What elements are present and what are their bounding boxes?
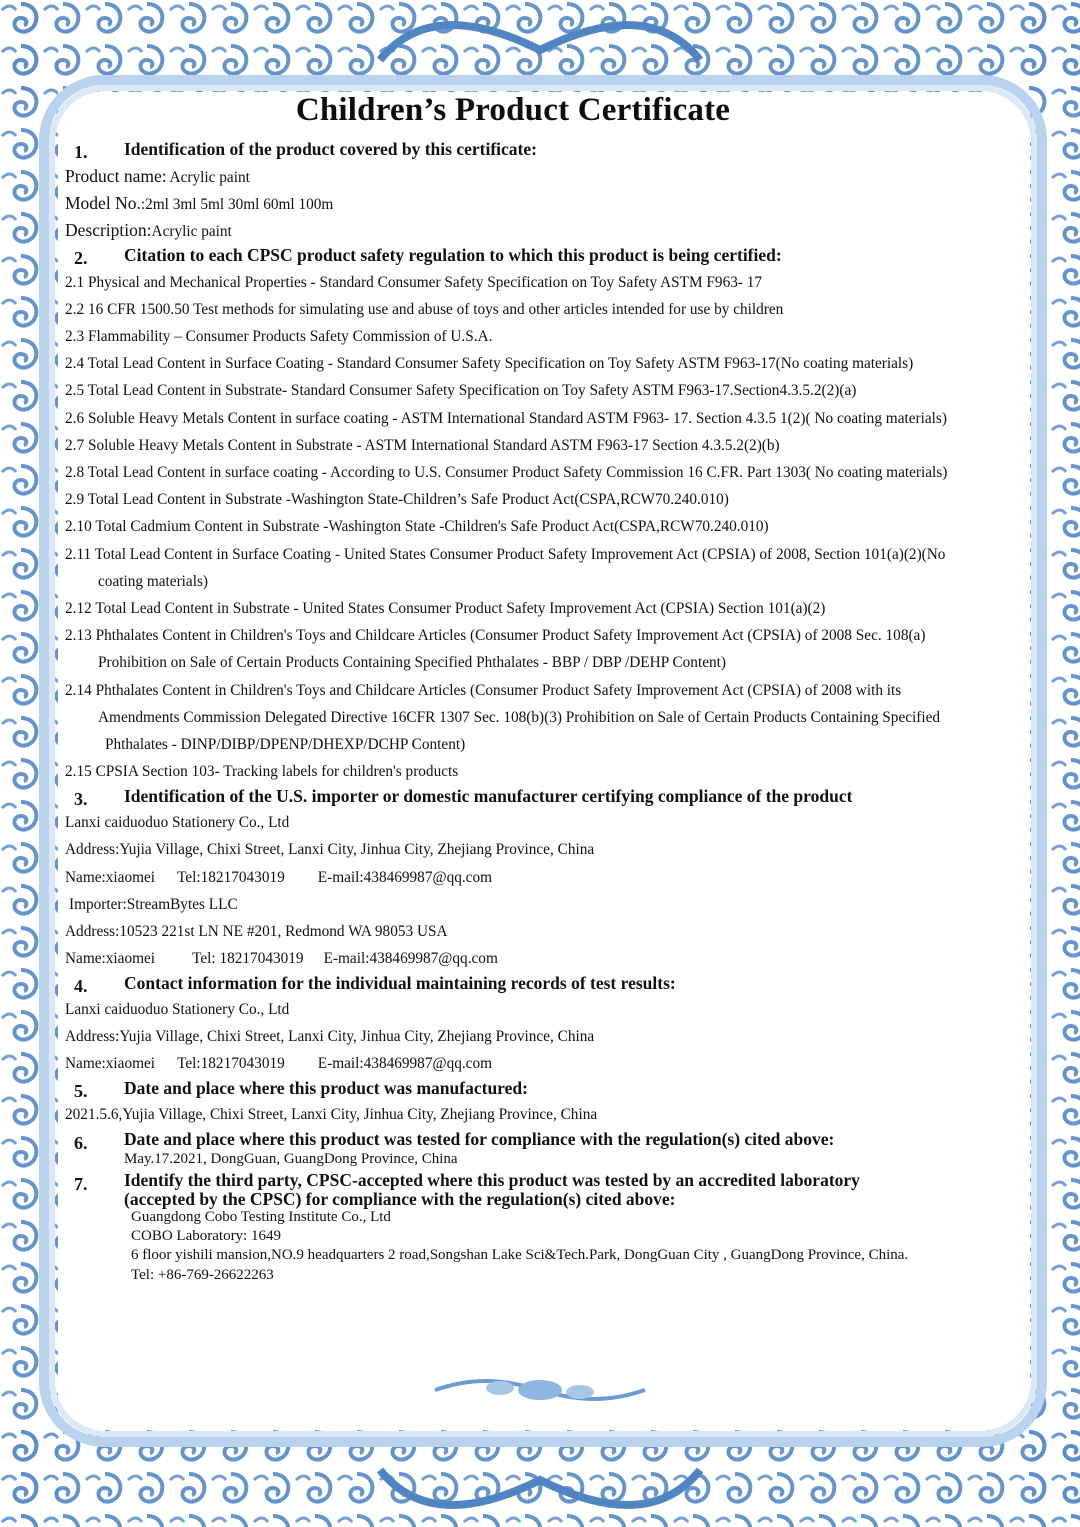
manufacture-date-place: 2021.5.6,Yujia Village, Chixi Street, Lanxi City, Jinhua City, Zhejiang Province, China <box>65 1106 598 1123</box>
importer-address: Address:10523 221st LN NE #201, Redmond WA 98053 USA <box>65 923 448 940</box>
model-number-line <box>65 193 333 214</box>
regulation-item: 2.3 Flammability – Consumer Products Safety Commission of U.S.A. <box>65 328 493 345</box>
section-3-number: 3. <box>74 789 88 809</box>
regulation-item: 2.4 Total Lead Content in Surface Coating - Standard Consumer Safety Specification on Toy Safety ASTM F963-17(No coating materials) <box>65 355 914 372</box>
contact-name: Name:xiaomei <box>65 950 156 967</box>
contact-name: Name:xiaomei <box>65 869 156 886</box>
product-name-label: Product name: <box>65 166 167 186</box>
section-7-heading-line-1: Identify the third party, CPSC-accepted where this product was tested by an accredited laboratory <box>124 1170 860 1190</box>
section-6-heading: Date and place where this product was tested for compliance with the regulation(s) cited above: <box>124 1129 835 1149</box>
records-contact <box>65 1055 492 1073</box>
regulation-item: 2.2 16 CFR 1500.50 Test methods for simulating use and abuse of toys and other articles intended for use by children <box>65 301 784 318</box>
regulation-item: 2.11 Total Lead Content in Surface Coating - United States Consumer Product Safety Improvement Act (CPSIA) of 2008, Section 101(a)(2)(No <box>65 546 946 563</box>
section-6-number: 6. <box>74 1133 88 1153</box>
model-number-value: :2ml 3ml 5ml 30ml 60ml 100m <box>140 196 334 213</box>
regulation-item: 2.8 Total Lead Content in surface coating - According to U.S. Consumer Product Safety Commission 16 C.FR. Part 1303( No coating materials) <box>65 464 948 481</box>
regulation-item-continued: Phthalates - DINP/DIBP/DPENP/DHEXP/DCHP Content) <box>105 736 466 753</box>
lab-id: COBO Laboratory: 1649 <box>131 1228 281 1244</box>
contact-tel: Tel: 18217043019 <box>192 950 304 967</box>
contact-email: E-mail:438469987@qq.com <box>323 950 498 967</box>
test-date-place: May.17.2021, DongGuan, GuangDong Province, China <box>124 1151 458 1167</box>
regulation-item: 2.1 Physical and Mechanical Properties - Standard Consumer Safety Specification on Toy Safety ASTM F963- 17 <box>65 274 763 291</box>
contact-email: E-mail:438469987@qq.com <box>317 1055 493 1072</box>
manufacturer-address: Address:Yujia Village, Chixi Street, Lanxi City, Jinhua City, Zhejiang Province, China <box>65 841 595 858</box>
manufacturer-company: Lanxi caiduoduo Stationery Co., Ltd <box>65 814 290 831</box>
regulation-item: 2.5 Total Lead Content in Substrate- Standard Consumer Safety Specification on Toy Safety ASTM F963-17.Section4.3.5.2(2)(a) <box>65 382 857 399</box>
description-label: Description: <box>65 220 152 240</box>
importer-name: Importer:StreamBytes LLC <box>69 896 238 913</box>
regulation-item: 2.7 Soluble Heavy Metals Content in Substrate - ASTM International Standard ASTM F963-17 Section 4.3.5.2(2)(b) <box>65 437 780 454</box>
regulation-item: 2.14 Phthalates Content in Children's Toys and Childcare Articles (Consumer Product Safety Improvement Act (CPSIA) of 2008 with its <box>65 682 902 699</box>
model-number-label: Model No. <box>65 193 141 213</box>
lab-tel: Tel: +86-769-26622263 <box>131 1267 274 1283</box>
regulation-item: 2.13 Phthalates Content in Children's Toys and Childcare Articles (Consumer Product Safety Improvement Act (CPSIA) of 2008 Sec. 108(a) <box>65 627 926 644</box>
description-value: Acrylic paint <box>151 223 232 240</box>
section-5-number: 5. <box>74 1081 88 1101</box>
regulation-item-continued: coating materials) <box>98 573 209 590</box>
importer-contact <box>65 950 498 968</box>
contact-name: Name:xiaomei <box>65 1055 156 1072</box>
section-7-number: 7. <box>74 1174 88 1194</box>
contact-email: E-mail:438469987@qq.com <box>317 869 493 886</box>
product-name-value: Acrylic paint <box>166 169 250 186</box>
section-2-number: 2. <box>74 248 88 268</box>
section-4-heading: Contact information for the individual maintaining records of test results: <box>124 973 676 993</box>
section-5-heading: Date and place where this product was manufactured: <box>124 1078 528 1098</box>
section-1-heading: Identification of the product covered by this certificate: <box>124 139 537 159</box>
lab-name: Guangdong Cobo Testing Institute Co., Ltd <box>131 1209 391 1225</box>
regulation-item: 2.15 CPSIA Section 103- Tracking labels for children's products <box>65 763 459 780</box>
section-2-heading: Citation to each CPSC product safety regulation to which this product is being certified: <box>124 245 782 265</box>
section-4-number: 4. <box>74 976 88 996</box>
regulation-item-continued: Prohibition on Sale of Certain Products Containing Specified Phthalates - BBP / DBP /DEHP Content) <box>98 654 726 671</box>
regulation-item-continued: Amendments Commission Delegated Directive 16CFR 1307 Sec. 108(b)(3) Prohibition on Sale of Certain Products Containing Specified <box>98 709 941 726</box>
manufacturer-contact <box>65 869 492 887</box>
section-7-heading-line-2: (accepted by the CPSC) for compliance with the regulation(s) cited above: <box>124 1189 676 1209</box>
contact-tel: Tel:18217043019 <box>177 1055 285 1072</box>
records-company: Lanxi caiduoduo Stationery Co., Ltd <box>65 1001 290 1018</box>
regulation-item: 2.9 Total Lead Content in Substrate -Washington State-Children’s Safe Product Act(CSPA,RCW70.240.010) <box>65 491 729 508</box>
description-line <box>65 220 232 241</box>
lab-address: 6 floor yishili mansion,NO.9 headquarters 2 road,Songshan Lake Sci&Tech.Park, DongGuan City , GuangDong Province, China. <box>131 1247 909 1263</box>
section-1-number: 1. <box>74 142 88 162</box>
regulation-item: 2.6 Soluble Heavy Metals Content in surface coating - ASTM International Standard ASTM F963- 17. Section 4.3.5 1(2)( No coating materials) <box>65 410 947 427</box>
records-address: Address:Yujia Village, Chixi Street, Lanxi City, Jinhua City, Zhejiang Province, China <box>65 1028 595 1045</box>
regulation-item: 2.10 Total Cadmium Content in Substrate -Washington State -Children's Safe Product Act(CSPA,RCW70.240.010) <box>65 518 769 535</box>
contact-tel: Tel:18217043019 <box>177 869 285 886</box>
section-3-heading: Identification of the U.S. importer or domestic manufacturer certifying compliance of the product <box>124 786 853 806</box>
product-name-line <box>65 166 250 187</box>
regulation-item: 2.12 Total Lead Content in Substrate - United States Consumer Product Safety Improvement Act (CPSIA) Section 101(a)(2) <box>65 600 826 617</box>
page-title: Children’s Product Certificate <box>295 92 731 128</box>
